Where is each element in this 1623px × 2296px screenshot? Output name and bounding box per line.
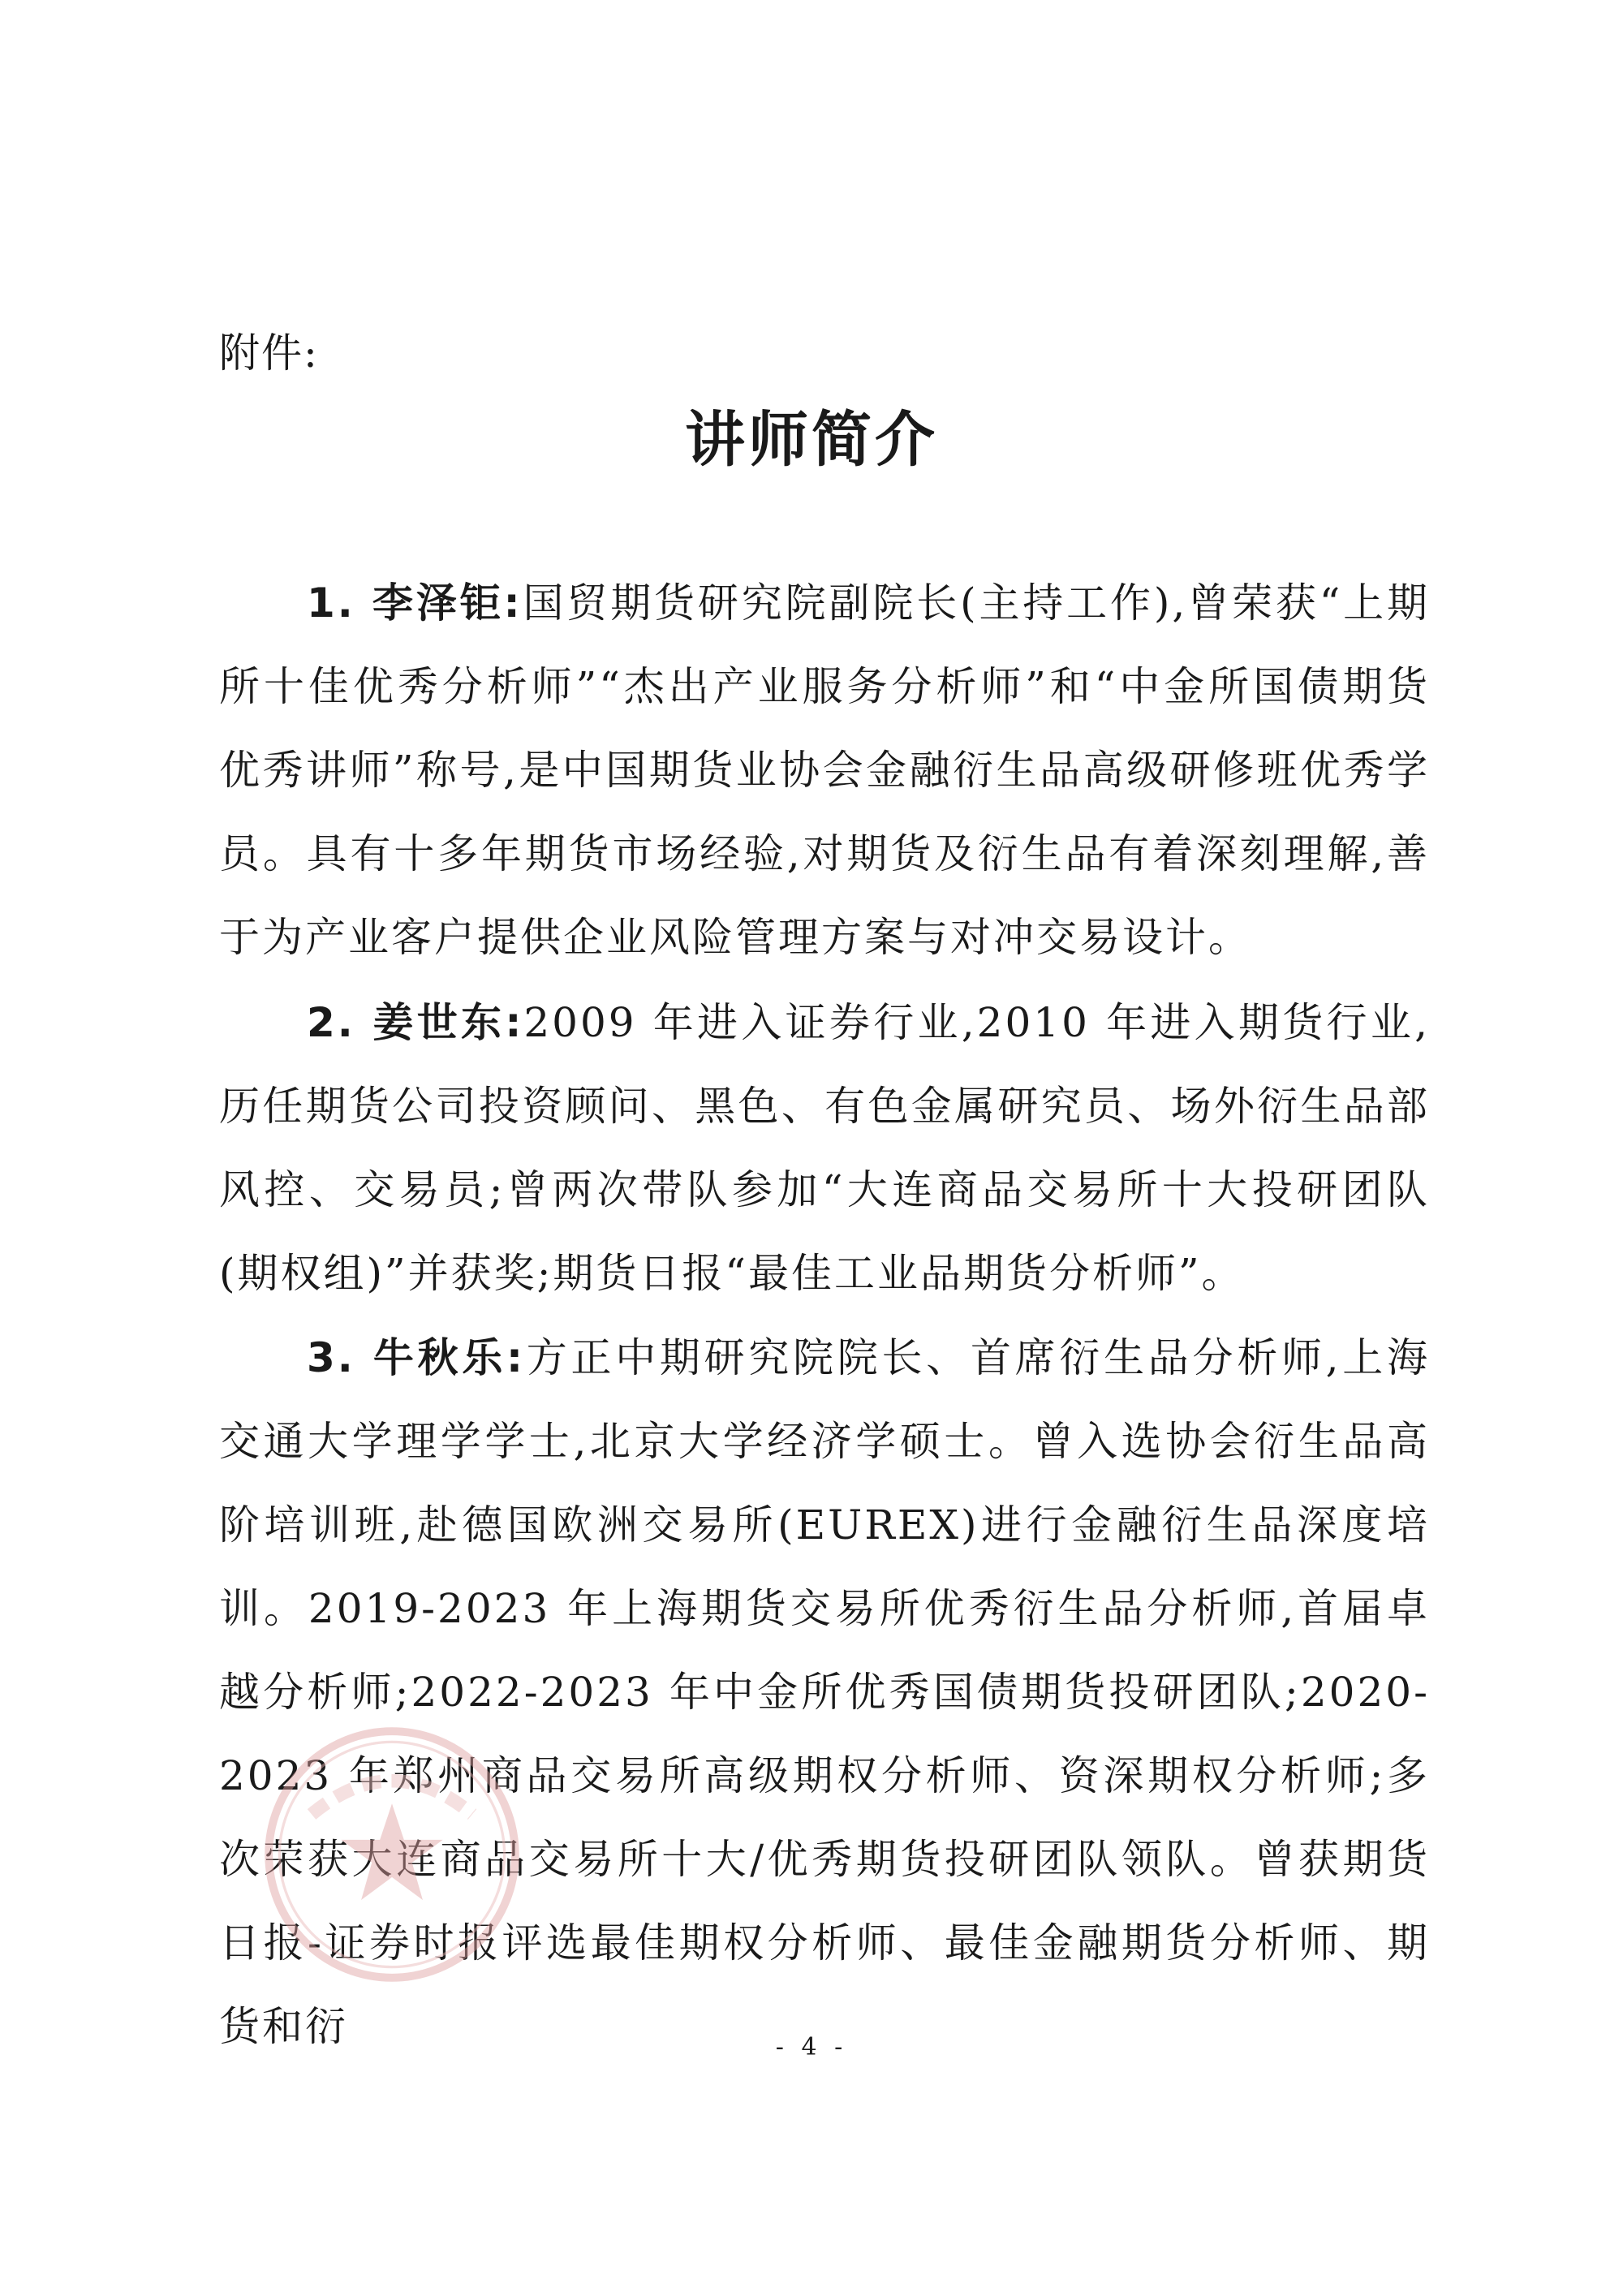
attachment-label: 附件:: [219, 330, 319, 377]
lecturer-description: 2009 年进入证券行业,2010 年进入期货行业,历任期货公司投资顾问、黑色、有色金属研究员、场外衍生品部风控、交易员;曾两次带队参加“大连商品交易所十大投研团队(期权组)”并获奖;期货日报“最佳工业品期货分析师”。: [219, 999, 1430, 1297]
seal-star-icon: [341, 1803, 442, 1900]
lecturer-bio-2: [219, 981, 1430, 1316]
document-title: 讲师简介: [685, 405, 938, 475]
lecturer-description: 方正中期研究院院长、首席衍生品分析师,上海交通大学理学学士,北京大学经济学硕士。曾入选协会衍生品高阶培训班,赴德国欧洲交易所(EUREX)进行金融衍生品深度培训。2019-2023 年上海期货交易所优秀衍生品分析师,首届卓越分析师;2022-2023 年中金所优秀国债期货投研团队;2020-2023 年郑州商品交易所高级期权分析师、资深期权分析师;多次荣获大连商品交易所十大/优秀期货投研团队领队。曾获期货日报-证券时报评选最佳期权分析师、最佳金融期货分析师、期货和衍: [219, 1334, 1430, 2050]
lecturer-bio-1: [219, 562, 1430, 980]
lecturer-name: 3. 牛秋乐:: [307, 1334, 526, 1381]
page-number: - 4 -: [775, 2033, 848, 2061]
lecturer-name: 1. 李泽钜:: [307, 579, 523, 627]
lecturer-description: 国贸期货研究院副院长(主持工作),曾荣获“上期所十佳优秀分析师”“杰出产业服务分析师”和“中金所国债期货优秀讲师”称号,是中国期货业协会金融衍生品高级研修班优秀学员。具有十多年期货市场经验,对期货及衍生品有着深刻理解,善于为产业客户提供企业风险管理方案与对冲交易设计。: [219, 579, 1430, 961]
official-seal-stamp: [258, 1721, 526, 1988]
lecturer-name: 2. 姜世东:: [307, 999, 524, 1046]
